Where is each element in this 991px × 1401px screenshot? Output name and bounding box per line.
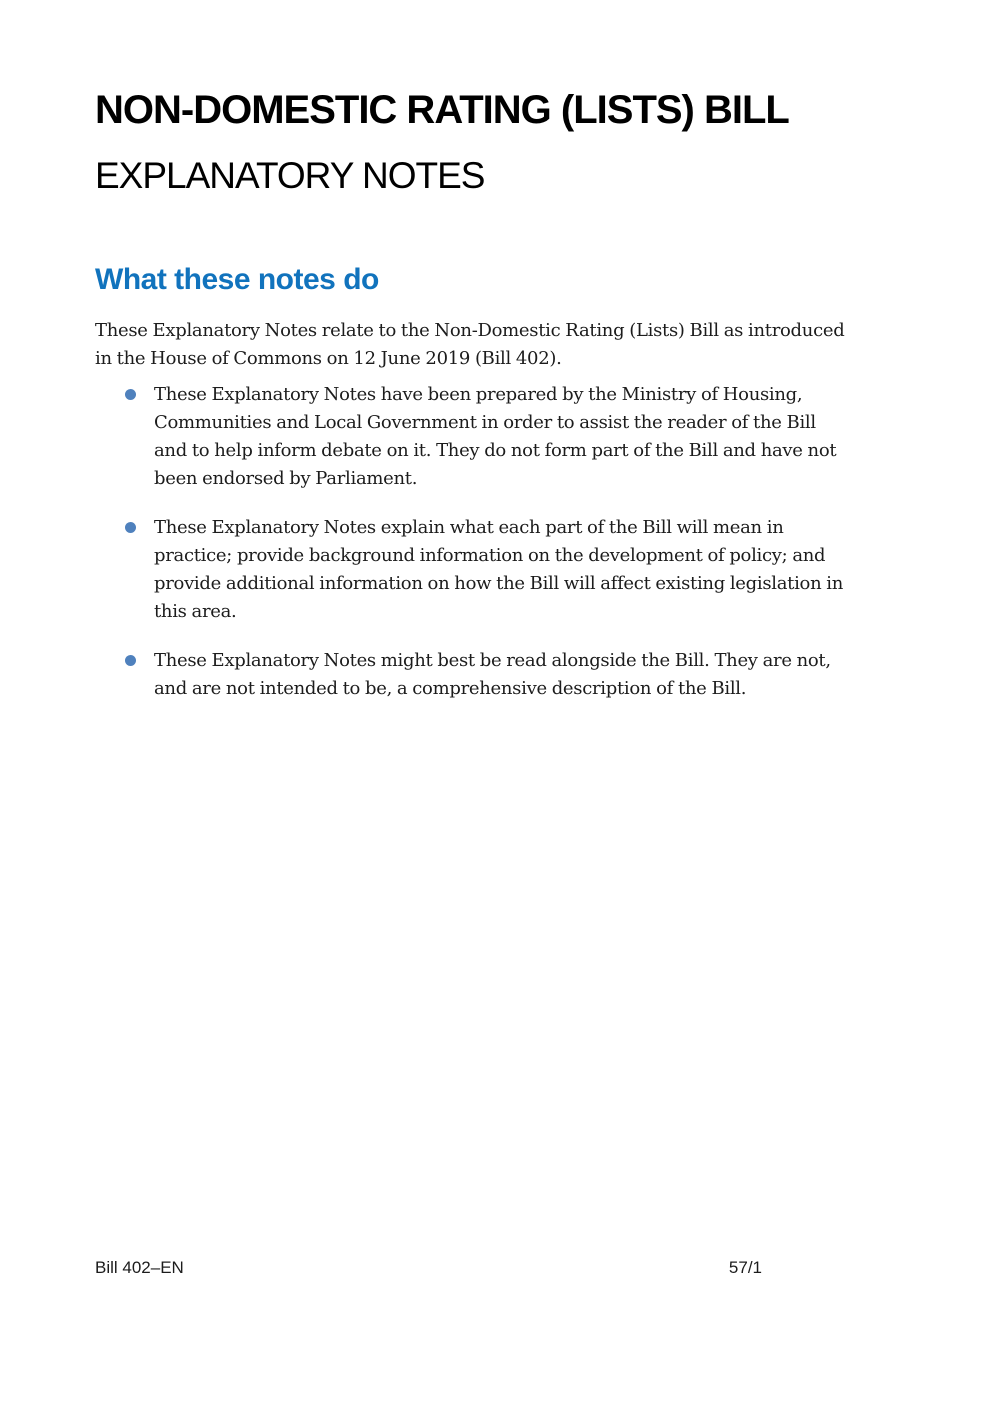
bullet-text: These Explanatory Notes might best be read alongside the Bill. They are not, and are not intended to be, a comprehensive description of the Bill.	[154, 650, 831, 699]
footer-page-number: 57/1	[728, 1258, 762, 1277]
intro-paragraph: These Explanatory Notes relate to the Non-Domestic Rating (Lists) Bill as introduced in the House of Commons on 12 June 2019 (Bill 402).	[95, 320, 845, 369]
bullet-dot-icon	[125, 522, 136, 533]
section-heading: What these notes do	[95, 263, 379, 296]
footer-bill-number: Bill 402–EN	[95, 1258, 184, 1277]
bullet-item	[95, 647, 853, 703]
notes-bullet-list	[95, 381, 853, 724]
bullet-dot-icon	[125, 389, 136, 400]
bullet-text: These Explanatory Notes explain what each part of the Bill will mean in practice; provide background information on the development of policy; and provide additional information on how the Bill will affect existing legislation in this area.	[154, 517, 844, 622]
bullet-text: These Explanatory Notes have been prepared by the Ministry of Housing, Communities and Local Government in order to assist the reader of the Bill and to help inform debate on it. They do not form part of the Bill and have not been endorsed by Parliament.	[154, 384, 837, 489]
bullet-dot-icon	[125, 655, 136, 666]
bullet-item	[95, 381, 853, 493]
bill-title: NON-DOMESTIC RATING (LISTS) BILL	[95, 88, 789, 132]
document-subtitle: EXPLANATORY NOTES	[95, 155, 485, 196]
bullet-item	[95, 514, 853, 626]
page-footer	[95, 1258, 762, 1278]
